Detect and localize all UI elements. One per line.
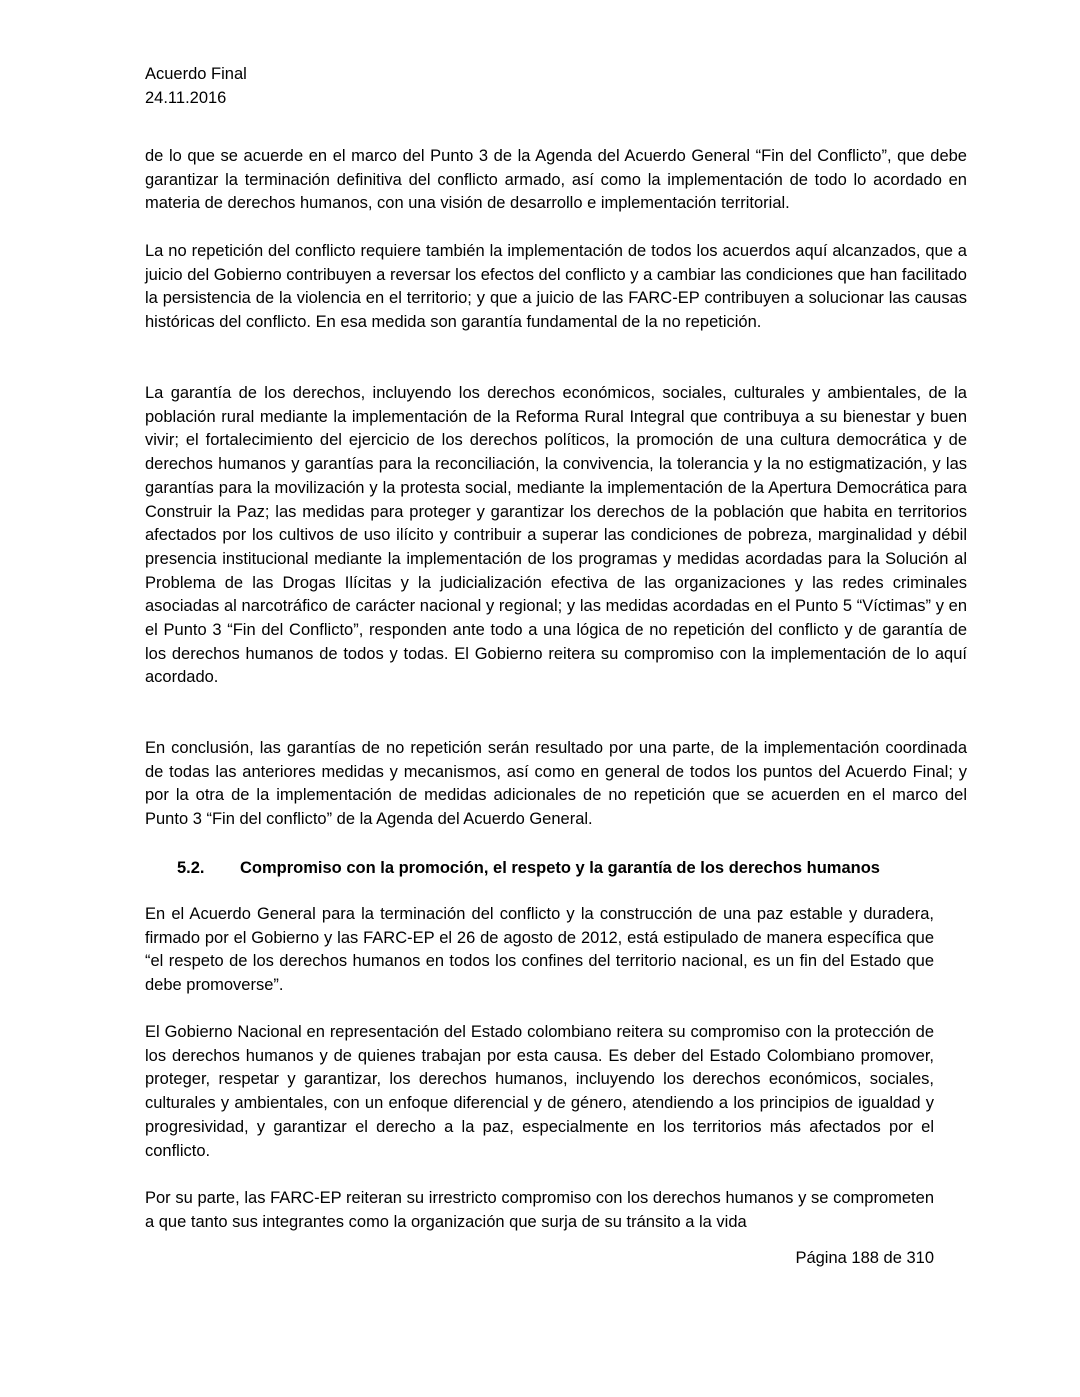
document-date: 24.11.2016 xyxy=(145,89,227,107)
document-title: Acuerdo Final xyxy=(145,65,247,83)
document-header xyxy=(145,62,247,110)
paragraph-no-repeticion: La no repetición del conflicto requiere también la implementación de todos los acuerdos aquí alcanzados, que a juicio del Gobierno contribuyen a reversar los efectos del conflicto y a cambiar las condiciones que han facilitado la persistencia de la violencia en el territorio; y que a juicio de las FARC-EP contribuyen a solucionar las causas históricas del conflicto. En esa medida son garantía fundamental de la no repetición. xyxy=(145,242,967,332)
paragraph-punto-3-continuation: de lo que se acuerde en el marco del Punto 3 de la Agenda del Acuerdo General “Fin del Conflicto”, que debe garantizar la terminación definitiva del conflicto armado, así como la implementación de todo lo acordado en materia de derechos humanos, con una visión de desarrollo e implementación territorial. xyxy=(145,147,967,213)
paragraph-conclusion: En conclusión, las garantías de no repetición serán resultado por una parte, de la implementación coordinada de todas las anteriores medidas y mecanismos, así como en general de todos los puntos del Acuerdo Final; y por la otra de la implementación de medidas adicionales de no repetición que se acuerden en el marco del Punto 3 “Fin del conflicto” de la Agenda del Acuerdo General. xyxy=(145,739,967,829)
section-title: Compromiso con la promoción, el respeto y la garantía de los derechos humanos xyxy=(240,859,880,877)
section-heading xyxy=(177,856,880,880)
paragraph-gobierno-nacional: El Gobierno Nacional en representación del Estado colombiano reitera su compromiso con la protección de los derechos humanos y de quienes trabajan por esta causa. Es deber del Estado Colombiano promover, proteger, respetar y garantizar, los derechos humanos, incluyendo los derechos económicos, sociales, culturales y ambientales, con un enfoque diferencial y de género, atendiendo a los principios de igualdad y progresividad, y garantizar el derecho a la paz, especialmente en los territorios más afectados por el conflicto. xyxy=(145,1023,934,1160)
paragraph-farc-ep-compromiso: Por su parte, las FARC-EP reiteran su irrestricto compromiso con los derechos humanos y se comprometen a que tanto sus integrantes como la organización que surja de su tránsito a la vida xyxy=(145,1189,934,1231)
page-number: Página 188 de 310 xyxy=(795,1249,934,1267)
section-number: 5.2. xyxy=(177,859,205,877)
paragraph-garantia-derechos: La garantía de los derechos, incluyendo los derechos económicos, sociales, culturales y ambientales, de la población rural mediante la implementación de la Reforma Rural Integral que contribuya a su bienestar y buen vivir; el fortalecimiento del ejercicio de los derechos políticos, la promoción de una cultura democrática y de derechos humanos y garantías para la reconciliación, la convivencia, la tolerancia y la no estigmatización, y las garantías para la movilización y la protesta social, mediante la implementación de la Apertura Democrática para Construir la Paz; las medidas para proteger y garantizar los derechos de la población que habita en territorios afectados por los cultivos de uso ilícito y contribuir a superar las condiciones de pobreza, marginalidad y débil presencia institucional mediante la implementación de los programas y medidas acordadas para la Solución al Problema de las Drogas Ilícitas y la judicialización efectiva de las organizaciones y las redes criminales asociadas al narcotráfico de carácter nacional y regional; y las medidas acordadas en el Punto 5 “Víctimas” y en el Punto 3 “Fin del Conflicto”, responden ante todo a una lógica de no repetición del conflicto y de garantía de los derechos humanos de todos y todas. El Gobierno reitera su compromiso con la implementación de lo aquí acordado. xyxy=(145,384,967,687)
paragraph-acuerdo-general: En el Acuerdo General para la terminación del conflicto y la construcción de una paz estable y duradera, firmado por el Gobierno y las FARC-EP el 26 de agosto de 2012, está estipulado de manera específica que “el respeto de los derechos humanos en todos los confines del territorio nacional, es un fin del Estado que debe promoverse”. xyxy=(145,905,934,995)
